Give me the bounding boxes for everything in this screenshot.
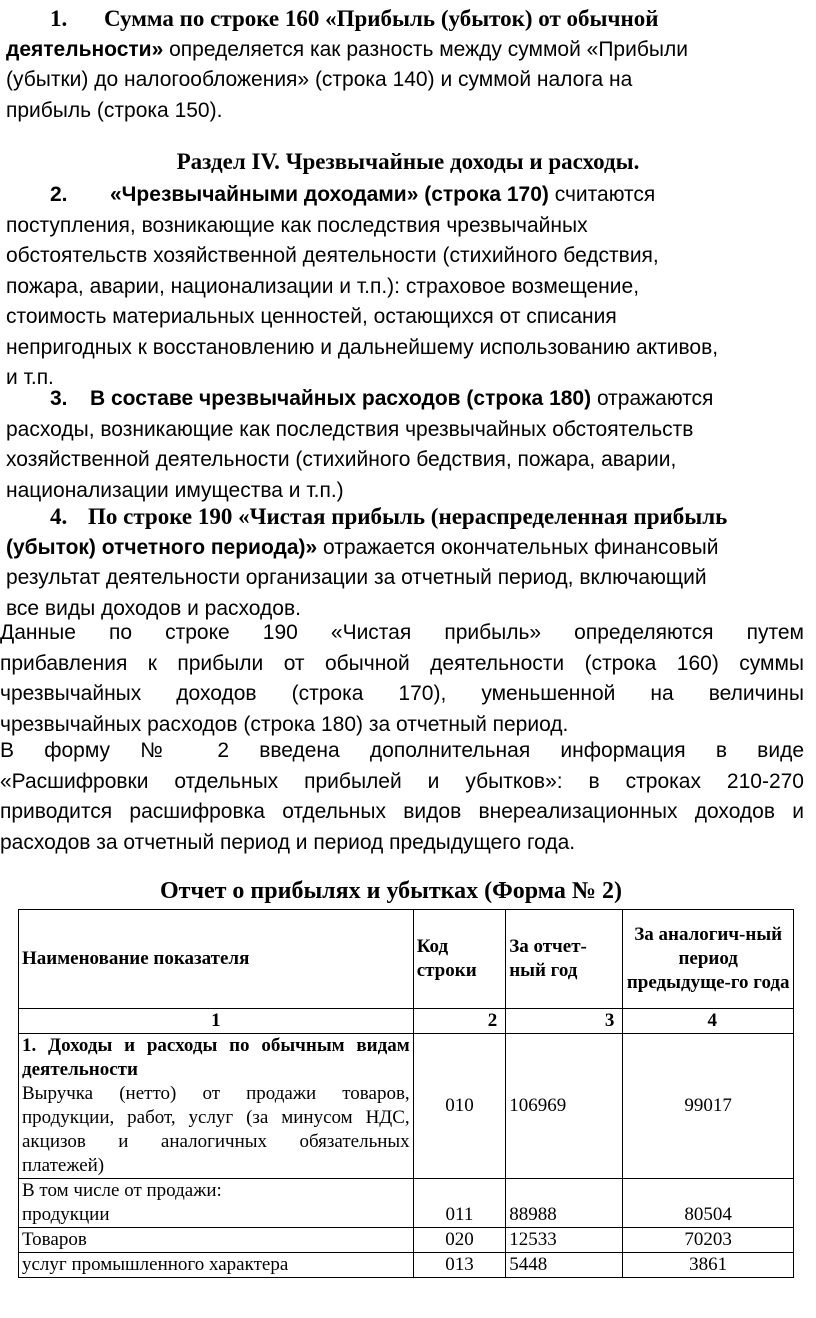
item-2-line: поступления, возникающие как последствия чрезвычайных — [6, 213, 588, 237]
section-1-label: 1. Доходы и расходы по обычным видам деятельности — [22, 1035, 410, 1080]
item-2-rest: считаются — [548, 183, 656, 206]
paragraph-1-line: чрезвычайных расходов (строка 180) за отчетный период. — [0, 712, 569, 736]
row-1-name-cell — [19, 1034, 414, 1179]
report-table — [18, 909, 794, 1278]
item-1-line-4: прибыль (строка 150). — [6, 98, 223, 122]
paragraph-2 — [0, 736, 804, 858]
item-2-line: непригодных к восстановлению и дальнейшему использованию активов, — [6, 335, 719, 359]
item-4-line: все виды доходов и расходов. — [6, 596, 301, 620]
item-2-bold: «Чрезвычайными доходами» (строка 170) — [110, 183, 549, 206]
item-2-number: 2. — [50, 183, 68, 206]
item-1-bold-b: деятельности» — [6, 37, 164, 61]
item-3-line: хозяйственной деятельности (стихийного бедствия, пожара, аварии, — [6, 448, 677, 471]
row-4-code: 013 — [413, 1253, 506, 1278]
header-name: Наименование показателя — [19, 910, 414, 1009]
item-1-line-3: (убытки) до налогообложения» (строка 140) и суммой налога на — [6, 68, 633, 91]
row-1-code: 010 — [413, 1034, 506, 1179]
item-1-rest-b: определяется как разность между суммой «Прибыли — [163, 37, 688, 61]
row-2-previous: 80504 — [623, 1179, 794, 1228]
item-2-line: пожара, аварии, национализации и т.п.): страховое возмещение, — [6, 274, 640, 298]
item-3-rest: отражаются — [591, 387, 714, 410]
row-1-name: Выручка (нетто) от продажи товаров, продукции, работ, услуг (за минусом НДС, акцизов и аналогичных обязательных платежей) — [22, 1083, 410, 1176]
item-4-line: результат деятельности организации за отчетный период, включающий — [6, 566, 707, 589]
column-number: 4 — [623, 1009, 794, 1034]
paragraph-1 — [0, 618, 804, 740]
item-3 — [6, 384, 802, 506]
row-3-code: 020 — [413, 1228, 506, 1253]
item-2 — [6, 180, 802, 394]
item-4-rest-b: отражается окончательных финансовый — [317, 535, 719, 559]
paragraph-2-line: расходов за отчетный период и период предыдущего года. — [0, 830, 576, 854]
row-1-previous: 99017 — [623, 1034, 794, 1179]
section-heading: Раздел IV. Чрезвычайные доходы и расходы. — [176, 149, 640, 174]
row-3-previous: 70203 — [623, 1228, 794, 1253]
header-previous: За аналогич-ный период предыдуще-го года — [623, 910, 794, 1009]
item-4-bold-b: (убыток) отчетного периода)» — [6, 535, 318, 559]
paragraph-2-line: В форму № 2 введена дополнительная информация в виде — [0, 739, 804, 762]
item-1 — [6, 4, 802, 126]
item-4 — [6, 502, 802, 624]
item-4-number: 4. — [50, 504, 68, 529]
row-2-name: продукции — [22, 1204, 110, 1225]
item-2-line: стоимость материальных ценностей, остающихся от списания — [6, 305, 617, 328]
table-header-row — [19, 910, 794, 1009]
header-current: За отчет-ный год — [506, 910, 623, 1009]
row-4-name: услуг промышленного характера — [19, 1253, 414, 1278]
table-row-column-numbers — [19, 1009, 794, 1034]
column-number: 3 — [506, 1009, 623, 1034]
row-2-name-top: В том числе от продажи: — [22, 1180, 222, 1201]
item-1-bold-a: Сумма по строке 160 «Прибыль (убыток) от обычной — [104, 6, 659, 31]
row-2-current: 88988 — [506, 1179, 623, 1228]
item-1-number: 1. — [50, 6, 68, 31]
table-row — [19, 1228, 794, 1253]
table-row — [19, 1253, 794, 1278]
item-3-bold: В составе чрезвычайных расходов (строка 180) — [90, 387, 592, 410]
row-2-name-cell — [19, 1179, 414, 1228]
item-3-number: 3. — [50, 387, 68, 410]
paragraph-1-line: Данные по строке 190 «Чистая прибыль» определяются путем — [0, 621, 804, 644]
item-3-line: расходы, возникающие как последствия чрезвычайных обстоятельств — [6, 417, 694, 441]
row-3-current: 12533 — [506, 1228, 623, 1253]
table-row — [19, 1179, 794, 1228]
paragraph-1-line: прибавления к прибыли от обычной деятельности (строка 160) суммы — [0, 651, 804, 675]
row-1-current: 106969 — [506, 1034, 623, 1179]
table-title: Отчет о прибылях и убытках (Форма № 2) — [160, 878, 623, 904]
row-4-current: 5448 — [506, 1253, 623, 1278]
item-2-line: и т.п. — [6, 366, 54, 389]
paragraph-2-line: приводится расшифровка отдельных видов внереализационных доходов и — [0, 800, 804, 823]
column-number: 1 — [19, 1009, 414, 1034]
column-number: 2 — [413, 1009, 506, 1034]
paragraph-2-line: «Расшифровки отдельных прибылей и убытков»: в строках 210-270 — [0, 769, 804, 793]
item-2-line: обстоятельств хозяйственной деятельности (стихийного бедствия, — [6, 244, 659, 267]
header-code: Код строки — [413, 910, 506, 1009]
paragraph-1-line: чрезвычайных доходов (строка 170), уменьшенной на величины — [0, 682, 804, 705]
item-4-bold-a: По строке 190 «Чистая прибыль (нераспределенная прибыль — [88, 504, 728, 529]
row-3-name: Товаров — [19, 1228, 414, 1253]
item-3-line: национализации имущества и т.п.) — [6, 478, 344, 502]
row-2-code: 011 — [413, 1179, 506, 1228]
table-row — [19, 1034, 794, 1179]
row-4-previous: 3861 — [623, 1253, 794, 1278]
